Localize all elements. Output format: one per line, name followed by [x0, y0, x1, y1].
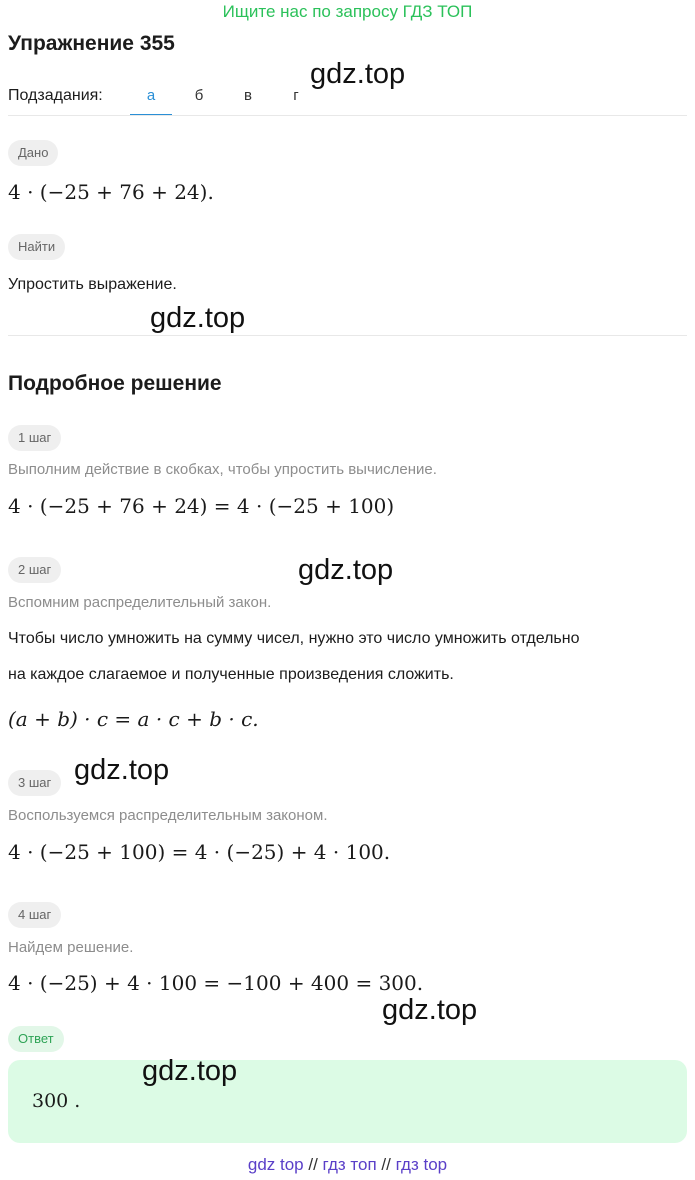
answer-badge-wrap [8, 1026, 64, 1052]
rule-text-line2: на каждое слагаемое и полученные произведения сложить. [8, 666, 454, 683]
step3-badge-wrap [8, 770, 61, 796]
tab-g[interactable]: г [293, 87, 299, 104]
divider [8, 115, 687, 116]
step-hint: Выполним действие в скобках, чтобы упростить вычисление. [8, 461, 437, 478]
tab-a[interactable]: а [130, 76, 172, 116]
step-hint: Найдем решение. [8, 939, 134, 956]
step-math: 4 · (−25) + 4 · 100 = −100 + 400 = 300. [8, 971, 424, 995]
find-badge: Найти [8, 234, 65, 260]
rule-text-line1: Чтобы число умножить на сумму чисел, нужно это число умножить отдельно [8, 630, 580, 647]
tab-v[interactable]: в [244, 87, 252, 104]
step4-badge-wrap [8, 902, 61, 928]
watermark: gdz.top [382, 994, 478, 1026]
footer-links [0, 1155, 695, 1175]
step-math: (a + b) · c = a · c + b · c. [8, 707, 259, 731]
footer-link-gdz-top-mixed[interactable]: гдз top [395, 1155, 448, 1174]
step2-badge-wrap [8, 557, 61, 583]
find-text: Упростить выражение. [8, 276, 177, 293]
answer-box [8, 1060, 687, 1143]
step-badge: 1 шаг [8, 425, 61, 451]
step-badge: 4 шаг [8, 902, 61, 928]
watermark: gdz.top [74, 754, 170, 786]
step-hint: Воспользуемся распределительным законом. [8, 807, 328, 824]
given-badge-wrap [8, 140, 58, 166]
search-banner: Ищите нас по запросу ГДЗ ТОП [222, 2, 473, 21]
step-badge: 3 шаг [8, 770, 61, 796]
step-math: 4 · (−25 + 76 + 24) = 4 · (−25 + 100) [8, 494, 395, 518]
watermark: gdz.top [150, 302, 246, 334]
step-hint: Вспомним распределительный закон. [8, 594, 272, 611]
given-expression: 4 · (−25 + 76 + 24). [8, 180, 214, 204]
footer-separator: // [308, 1155, 318, 1174]
watermark: gdz.top [298, 554, 394, 586]
footer-link-gdz-top-ru[interactable]: гдз топ [322, 1155, 377, 1174]
step1-badge-wrap [8, 425, 61, 451]
find-badge-wrap [8, 234, 65, 260]
tab-b[interactable]: б [194, 87, 204, 104]
watermark: gdz.top [142, 1055, 238, 1087]
watermark: gdz.top [310, 58, 406, 90]
step-math: 4 · (−25 + 100) = 4 · (−25) + 4 · 100. [8, 840, 391, 864]
answer-badge: Ответ [8, 1026, 64, 1052]
page-title: Упражнение 355 [8, 32, 175, 55]
answer-value: 300 . [32, 1090, 81, 1112]
given-badge: Дано [8, 140, 58, 166]
subtasks-label: Подзадания: [8, 87, 103, 104]
step-badge: 2 шаг [8, 557, 61, 583]
solution-heading: Подробное решение [8, 372, 222, 395]
footer-link-gdz-top[interactable]: gdz top [247, 1155, 304, 1174]
footer-separator: // [381, 1155, 391, 1174]
divider [8, 335, 687, 336]
